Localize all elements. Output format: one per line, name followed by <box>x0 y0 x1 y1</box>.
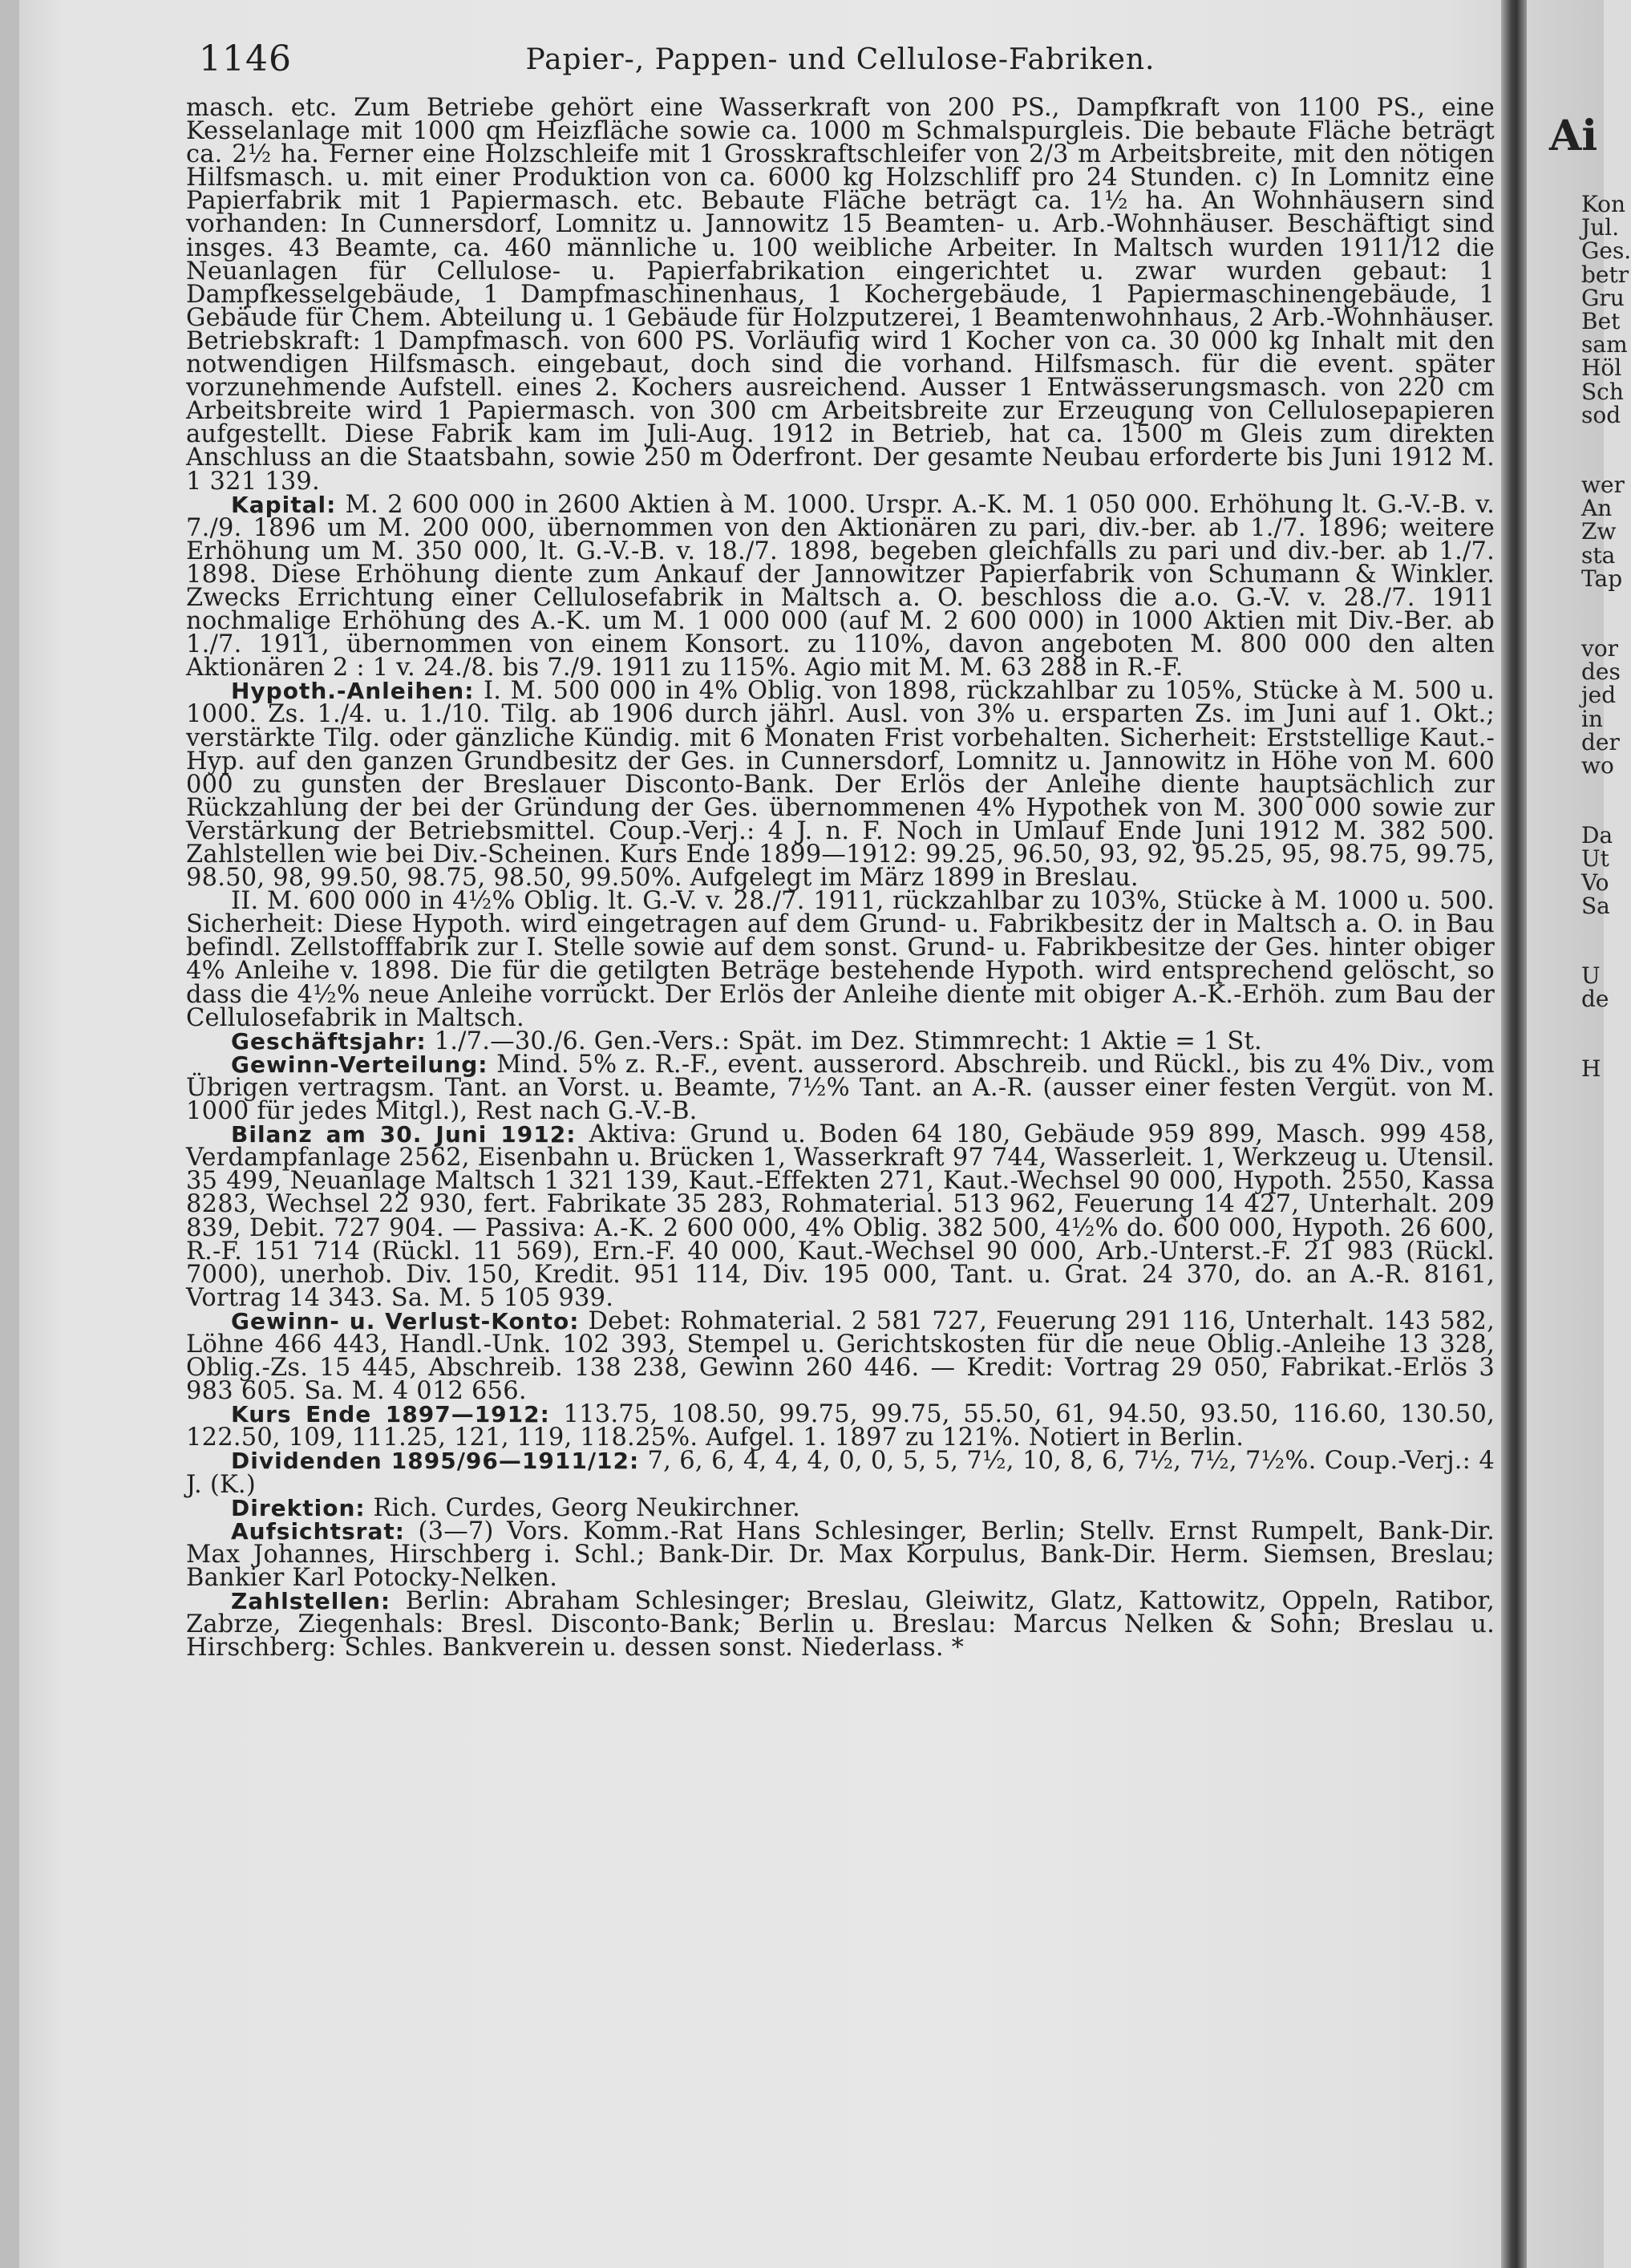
adjacent-line: vor <box>1581 635 1619 662</box>
paragraph <box>186 1587 1495 1663</box>
adjacent-line: Höl <box>1581 354 1622 382</box>
paragraph <box>186 1447 1495 1499</box>
section-label: Gewinn- u. Verlust-Konto: <box>231 1307 580 1334</box>
adjacent-line <box>1556 777 1604 824</box>
adjacent-line: Jul. <box>1581 214 1620 241</box>
section-label: Geschäftsjahr: <box>231 1027 427 1055</box>
paragraph <box>186 1517 1495 1592</box>
section-label: Gewinn-Verteilung: <box>231 1051 488 1078</box>
paragraph-text: Debet: Rohmaterial. 2 581 727, Feuerung 291 116, Unterhalt. 143 582, Löhne 466 443, Handl.-Unk. 102 393, Stempel u. Gerichtskosten für die neue Oblig.-Anleihe 13 328, Oblig.-Zs. 15 445, Abschreib. 138 238, Gewinn 260 446. — Kredit: Vortrag 29 050, Fabrikat.-Erlös 3 983 605. Sa. M. 4 012 656. <box>186 1306 1495 1406</box>
section-label: Bilanz am 30. Juni 1912: <box>231 1121 577 1148</box>
adjacent-line: Tap <box>1581 565 1623 592</box>
paragraph-text: Aktiva: Grund u. Boden 64 180, Gebäude 959 899, Masch. 999 458, Verdampfanlage 2562, Eisenbahn u. Brücken 1, Wasserkraft 97 744, Wasserleit. 1, Werkzeug u. Utensil. 35 499, Neuanlage Maltsch 1 321 139, Kaut.-Effekten 271, Kaut.-Wechsel 90 000, Hypoth. 2550, Kassa 8283, Wechsel 22 930, fert. Fabrikate 35 283, Rohmaterial. 513 962, Feuerung 14 427, Unterhalt. 209 839, Debit. 727 904. — Passiva: A.-K. 2 600 000, 4% Oblig. 382 500, 4½% do. 600 000, Hypoth. 26 600, R.-F. 151 714 (Rückl. 11 569), Ern.-F. 40 000, Kaut.-Wechsel 90 000, Arb.-Unterst.-F. 21 983 (Rückl. 7000), unerhob. Div. 150, Kredit. 951 114, Div. 195 000, Tant. u. Grat. 24 370, do. an A.-R. 8161, Vortrag 14 343. Sa. M. 5 105 939. <box>186 1120 1495 1312</box>
adjacent-line: sod <box>1581 401 1621 428</box>
section-label: Hypoth.-Anleihen: <box>231 678 475 705</box>
adjacent-line: H <box>1581 1055 1601 1083</box>
adjacent-line: Ut <box>1581 845 1609 873</box>
page-number: 1146 <box>199 38 292 79</box>
paragraph-text: I. M. 500 000 in 4% Oblig. von 1898, rückzahlbar zu 105%, Stücke à M. 500 u. 1000. Zs. 1./4. u. 1./10. Tilg. ab 1906 durch jährl. Ausl. von 3% u. ersparten Zs. im Juni auf 1. Okt.; verstärkte Tilg. oder gänzliche Kündig. mit 6 Monaten Frist vorbehalten. Sicherheit: Erststellige Kaut.-Hyp. auf den ganzen Grundbesitz der Ges. in Cunnersdorf, Lomnitz u. Jannowitz in Höhe von M. 600 000 zu gunsten der Breslauer Disconto-Bank. Der Erlös der Anleihe diente hauptsächlich zur Rückzahlung der bei der Gründung der Ges. übernommenen 4% Hypothek von M. 300 000 sowie zur Verstärkung der Betriebsmittel. Coup.-Verj.: 4 J. n. F. Noch in Umlauf Ende Juni 1912 M. 382 500. Zahlstellen wie bei Div.-Scheinen. Kurs Ende 1899—1912: 99.25, 96.50, 93, 92, 95.25, 95, 98.75, 99.75, 98.50, 98, 99.50, 98.75, 98.50, 99.50%. Aufgelegt im März 1899 in Breslau. <box>186 677 1495 893</box>
paragraph <box>186 1306 1495 1406</box>
adjacent-line: wo <box>1581 752 1614 780</box>
section-label: Aufsichtsrat: <box>231 1517 405 1545</box>
adjacent-line: Sa <box>1581 892 1610 919</box>
adjacent-page-fragment <box>1530 111 1631 2268</box>
adjacent-line <box>1556 917 1604 964</box>
paragraph-text: Berlin: Abraham Schlesinger; Breslau, Gleiwitz, Glatz, Kattowitz, Oppeln, Ratibor, Zabrze, Ziegenhals: Bresl. Disconto-Bank; Berlin u. Breslau: Marcus Nelken & Sohn; Breslau u. Hirschberg: Schles. Bankverein u. dessen sonst. Niederlass. * <box>186 1587 1495 1663</box>
paragraph-text: Mind. 5% z. R.-F., event. ausserord. Abschreib. und Rückl., bis zu 4% Div., vom Übrigen vertragsm. Tant. an Vorst. u. Beamte, 7½% Tant. an A.-R. (ausser einer festen Vergüt. von M. 1000 für jedes Mitgl.), Rest nach G.-V.-B. <box>186 1050 1495 1126</box>
section-label: Kurs Ende 1897—1912: <box>231 1401 550 1428</box>
article-body <box>186 94 1495 1663</box>
adjacent-line: de <box>1581 986 1609 1013</box>
book-gutter <box>1501 0 1527 2268</box>
paragraph <box>186 490 1495 682</box>
paragraph-text: M. 2 600 000 in 2600 Aktien à M. 1000. Urspr. A.-K. M. 1 050 000. Erhöhung lt. G.-V.-B. v. 7./9. 1896 um M. 200 000, übernommen von den Aktionären zu pari, div.-ber. ab 1./7. 1896; weitere Erhöhung um M. 350 000, lt. G.-V.-B. v. 18./7. 1898, begeben gleichfalls zu pari und div.-ber. ab 1./7. 1898. Diese Erhöhung diente zum Ankauf der Jannowitzer Papierfabrik von Schumann & Winkler. Zwecks Errichtung einer Cellulosefabrik in Maltsch a. O. beschloss die a.o. G.-V. v. 28./7. 1911 nochmalige Erhöhung des A.-K. um M. 1 000 000 (auf M. 2 600 000) in 1000 Aktien mit Div.-Ber. ab 1./7. 1911, übernommen von einem Konsort. zu 110%, davon angeboten M. 800 000 den alten Aktionären 2 : 1 v. 24./8. bis 7./9. 1911 zu 115%. Agio mit M. M. 63 288 in R.-F. <box>186 490 1495 682</box>
paragraph <box>186 94 1495 496</box>
paragraph-text: (3—7) Vors. Komm.-Rat Hans Schlesinger, Berlin; Stellv. Ernst Rumpelt, Bank-Dir. Max Johannes, Hirschberg i. Schl.; Bank-Dir. Dr. Max Korpulus, Bank-Dir. Herm. Siemsen, Breslau; Bankier Karl Potocky-Nelken. <box>186 1517 1495 1592</box>
paragraph-text: Rich. Curdes, Georg Neukirchner. <box>373 1493 801 1522</box>
adjacent-line: Gru <box>1581 284 1625 311</box>
page-header <box>186 32 1495 82</box>
paragraph <box>186 677 1495 893</box>
document-page <box>186 32 1495 2262</box>
section-label: Direktion: <box>231 1494 366 1521</box>
section-label: Kapital: <box>231 491 337 518</box>
adjacent-line: Zw <box>1581 518 1617 545</box>
adjacent-line: Kon <box>1581 191 1626 217</box>
paragraph-text: II. M. 600 000 in 4½% Oblig. lt. G.-V. v. 28./7. 1911, rückzahlbar zu 103%, Stücke à M. 1000 u. 500. Sicherheit: Diese Hypoth. wird eingetragen auf dem Grund- u. Fabrikbesitz der in Maltsch a. O. in Bau befindl. Zellstofffabrik zur I. Stelle sowie auf dem sonst. Grund- u. Fabrikbesitze der Ges. hinter obiger 4% Anleihe v. 1898. Die für die getilgten Beträge bestehende Hypoth. wird entsprechend gelöscht, so dass die 4½% neue Anleihe vorrückt. Der Erlös der Anleihe diente mit obiger A.-K.-Erhöh. zum Bau der Cellulosefabrik in Maltsch. <box>186 887 1495 1032</box>
adjacent-page-lines <box>1530 191 1631 1083</box>
paragraph <box>186 1027 1495 1055</box>
adjacent-line: sta <box>1581 541 1616 569</box>
adjacent-line: sam <box>1581 331 1628 358</box>
adjacent-line: des <box>1581 658 1621 686</box>
adjacent-line: Sch <box>1581 378 1624 405</box>
section-label: Zahlstellen: <box>231 1588 391 1614</box>
paragraph-text: masch. etc. Zum Betriebe gehört eine Wasserkraft von 200 PS., Dampfkraft von 1100 PS., eine Kesselanlage mit 1000 qm Heizfläche sowie ca. 1000 m Schmalspurgleis. Die bebaute Fläche beträgt ca. 2½ ha. Ferner eine Holzschleife mit 1 Grosskraftschleifer von 2/3 m Arbeitsbreite, mit den nötigen Hilfsmasch. u. mit einer Produktion von ca. 6000 kg Holzschliff pro 24 Stunden. c) In Lomnitz eine Papierfabrik mit 1 Papiermasch. etc. Bebaute Fläche beträgt ca. 1½ ha. An Wohnhäusern sind vorhanden: In Cunnersdorf, Lomnitz u. Jannowitz 15 Beamten- u. Arb.-Wohnhäuser. Beschäftigt sind insges. 43 Beamte, ca. 460 männliche u. 100 weibliche Arbeiter. In Maltsch wurden 1911/12 die Neuanlagen für Cellulose- u. Papierfabrikation eingerichtet u. zwar wurden gebaut: 1 Dampfkesselgebäude, 1 Dampfmaschinenhaus, 1 Kochergebäude, 1 Papiermaschinengebäude, 1 Gebäude für Chem. Abteilung u. 1 Gebäude für Holzputzerei, 1 Beamtenwohnhaus, 2 Arb.-Wohnhäuser. Betriebskraft: 1 Dampfmasch. von 600 PS. Vorläufig wird 1 Kocher von ca. 30 000 kg Inhalt mit den notwendigen Hilfsmasch. eingebaut, doch sind die vorhand. Hilfsmasch. für die event. später vorzunehmende Aufstell. eines 2. Kochers ausreichend. Ausser 1 Entwässerungsmasch. von 220 cm Arbeitsbreite wird 1 Papiermasch. von 300 cm Arbeitsbreite zur Erzeugung von Cellulosepapieren aufgestellt. Diese Fabrik kam im Juli-Aug. 1912 in Betrieb, hat ca. 1500 m Gleis zum direkten Anschluss an die Staatsbahn, sowie 250 m Oderfront. Der gesamte Neubau erforderte bis Juni 1912 M. 1 321 139. <box>186 94 1495 496</box>
adjacent-line: Da <box>1581 822 1613 849</box>
paragraph <box>186 1050 1495 1126</box>
left-scan-edge <box>0 0 19 2268</box>
adjacent-line: betr <box>1581 261 1629 288</box>
adjacent-line <box>1556 1010 1604 1057</box>
paragraph <box>186 1120 1495 1312</box>
adjacent-line: wer <box>1581 472 1625 499</box>
paragraph <box>186 889 1495 1030</box>
adjacent-line <box>1556 590 1604 637</box>
paragraph-text: 1./7.—30./6. Gen.-Vers.: Spät. im Dez. Stimmrecht: 1 Aktie = 1 St. <box>434 1027 1262 1055</box>
adjacent-line: in <box>1581 705 1603 732</box>
section-label: Dividenden 1895/96—1911/12: <box>231 1448 640 1475</box>
adjacent-line: Ges. <box>1581 237 1631 265</box>
paragraph <box>186 1400 1495 1452</box>
paragraph-text: 7, 6, 6, 4, 4, 4, 0, 0, 5, 5, 7½, 10, 8, 6, 7½, 7½, 7½%. Coup.-Verj.: 4 J. (K.) <box>186 1447 1495 1499</box>
adjacent-line: Vo <box>1581 869 1609 896</box>
adjacent-page-heading: Ai <box>1549 111 1598 160</box>
adjacent-line: U <box>1581 962 1601 990</box>
adjacent-line: An <box>1581 495 1613 522</box>
adjacent-line: jed <box>1581 682 1617 709</box>
adjacent-line <box>1556 427 1604 473</box>
paragraph <box>186 1493 1495 1522</box>
adjacent-line: Bet <box>1581 308 1621 335</box>
adjacent-line: der <box>1581 728 1620 755</box>
paragraph-text: 113.75, 108.50, 99.75, 99.75, 55.50, 61, 94.50, 93.50, 116.60, 130.50, 122.50, 109, 111.25, 121, 119, 118.25%. Aufgel. 1. 1897 zu 121%. Notiert in Berlin. <box>186 1400 1495 1452</box>
running-title: Papier-, Pappen- und Cellulose-Fabriken. <box>525 43 1155 76</box>
